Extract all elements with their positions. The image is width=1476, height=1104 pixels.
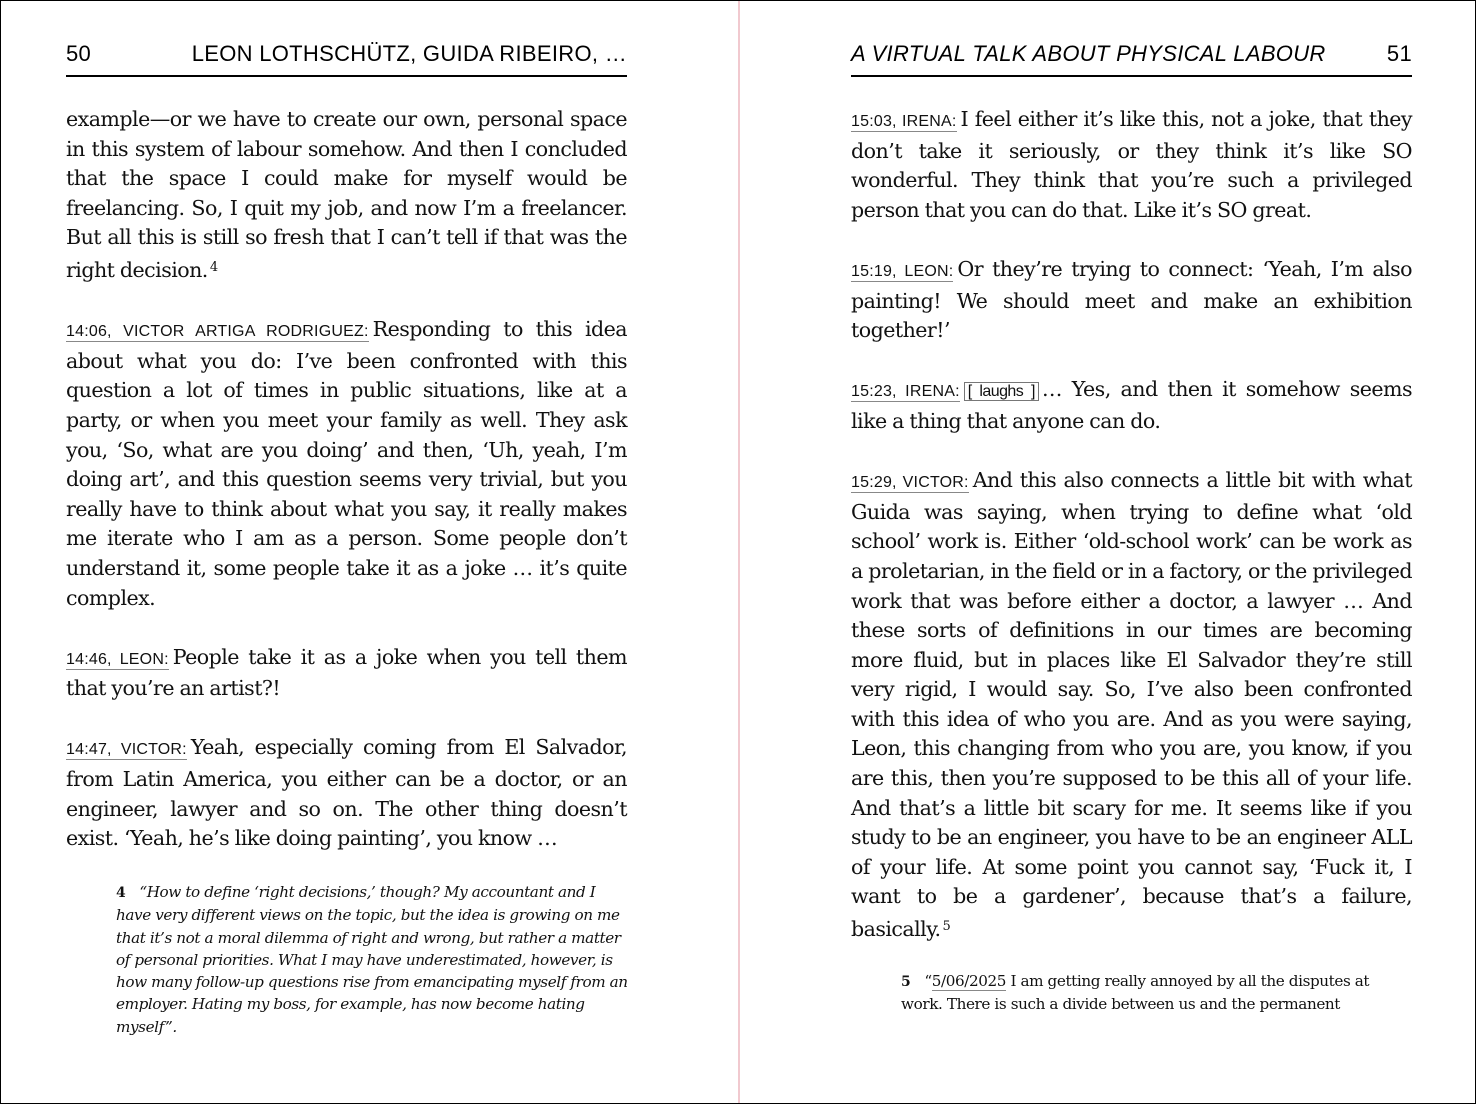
page-number: 51 bbox=[1386, 41, 1412, 66]
speaker-label: 15:03, IRENA: bbox=[851, 113, 957, 130]
footnote-ref[interactable]: 5 bbox=[942, 919, 951, 935]
running-head: A VIRTUAL TALK ABOUT PHYSICAL LABOUR bbox=[851, 41, 1326, 66]
paragraph-text: … Yes, and then it somehow seems like a thing that anyone can do. bbox=[851, 377, 1412, 433]
left-page bbox=[66, 1, 627, 1103]
footnote-number: 4 bbox=[116, 885, 126, 901]
paragraph bbox=[66, 643, 627, 704]
right-body bbox=[851, 105, 1412, 974]
paragraph-text: And this also connects a little bit with what Guida was saying, when trying to define what ‘old school’ work is. Either ‘old-school work’ can be work as a proletarian, in the field or in a factory, or the privileged work that was before either a doctor, a lawyer … And these sorts of definitions in our times are becoming more fluid, but in places like El Salvador they’re still very rigid, I would say. So, I’ve also been confronted with this idea of who you are. And as you were saying, Leon, this changing from who you are, you know, if you are this, then you’re supposed to be this all of your life. And that’s a little bit scary for me. It seems like if you study to be an engineer, you have to be an engineer ALL of your life. At some point you cannot say, ‘Fuck it, I want to be a gardener’, because that’s a failure, basically. bbox=[851, 468, 1412, 942]
paragraph bbox=[851, 105, 1412, 225]
paragraph-text: Responding to this idea about what you do: I’ve been confronted with this question a lot of times in public situations, like at a party, or when you meet your family as well. They ask you, ‘So, what are you doing’ and then, ‘Uh, yeah, I’m doing art’, and this question seems very trivial, but you really have to think about what you say, it really makes me iterate who I am as a person. Some people don’t understand it, some people take it as a joke … it’s quite complex. bbox=[66, 317, 627, 610]
footnote bbox=[116, 881, 630, 1038]
paragraph bbox=[66, 315, 627, 613]
left-body bbox=[66, 105, 627, 883]
stage-direction-tag: [ laughs ] bbox=[964, 382, 1039, 401]
paragraph-text: Yeah, especially coming from El Salvador, from Latin America, you either can be a doctor, or an engineer, lawyer and so on. The other thing doesn’t exist. ‘Yeah, he’s like doing painting’, you know … bbox=[66, 735, 627, 851]
paragraph-text: example—or we have to create our own, personal space in this system of labour somehow. And then I concluded that the space I could make for myself would be freelancing. So, I quit my job, and now I’m a freelancer. But all this is still so fresh that I can’t tell if that was the right decision. bbox=[66, 107, 627, 282]
running-head: LEON LOTHSCHÜTZ, GUIDA RIBEIRO, … bbox=[191, 41, 627, 66]
left-header bbox=[66, 39, 627, 77]
gutter bbox=[738, 1, 740, 1103]
paragraph bbox=[851, 375, 1412, 436]
footnote-text: I am getting really annoyed by all the disputes at work. There is such a divide between us and the permanent bbox=[901, 972, 1370, 1014]
footnote-text: “How to define ‘right decisions,’ though? My accountant and I have very different views on the topic, but the idea is growing on me that it’s not a moral dilemma of right and wrong, but rather a matter of personal priorities. What I may have underestimated, however, is how many follow-up questions rise from emancipating myself from an employer. Hating my boss, for example, has now become hating myself”. bbox=[116, 883, 628, 1036]
paragraph-text: People take it as a joke when you tell them that you’re an artist?! bbox=[66, 644, 627, 701]
right-header bbox=[851, 39, 1412, 77]
footnote-ref[interactable]: 4 bbox=[209, 259, 218, 275]
footnote-date: 5/06/2025 bbox=[931, 972, 1006, 990]
paragraph bbox=[66, 105, 627, 286]
speaker-label: 14:47, VICTOR: bbox=[66, 741, 187, 759]
paragraph bbox=[851, 255, 1412, 346]
right-page bbox=[851, 1, 1412, 1103]
page-number: 50 bbox=[66, 41, 92, 66]
paragraph-text: I feel either it’s like this, not a joke, that they don’t take it seriously, or they think it’s like SO wonderful. They think that you’re such a privileged person that you can do that. Like it’s SO great. bbox=[851, 107, 1413, 222]
paragraph bbox=[851, 466, 1412, 945]
footnote-number: 5 bbox=[901, 974, 911, 990]
paragraph bbox=[66, 733, 627, 853]
speaker-label: 14:06, VICTOR ARTIGA RODRIGUEZ: bbox=[66, 323, 369, 341]
speaker-label: 15:23, IRENA: bbox=[851, 383, 960, 401]
footnote bbox=[901, 970, 1413, 1016]
speaker-label: 14:46, LEON: bbox=[66, 650, 169, 668]
speaker-label: 15:19, LEON: bbox=[851, 262, 954, 280]
footnote-open-quote: “ bbox=[924, 972, 932, 990]
paragraph-text: Or they’re trying to connect: ‘Yeah, I’m also painting! We should meet and make an exhibition together!’ bbox=[851, 256, 1412, 343]
speaker-label: 15:29, VICTOR: bbox=[851, 474, 969, 492]
